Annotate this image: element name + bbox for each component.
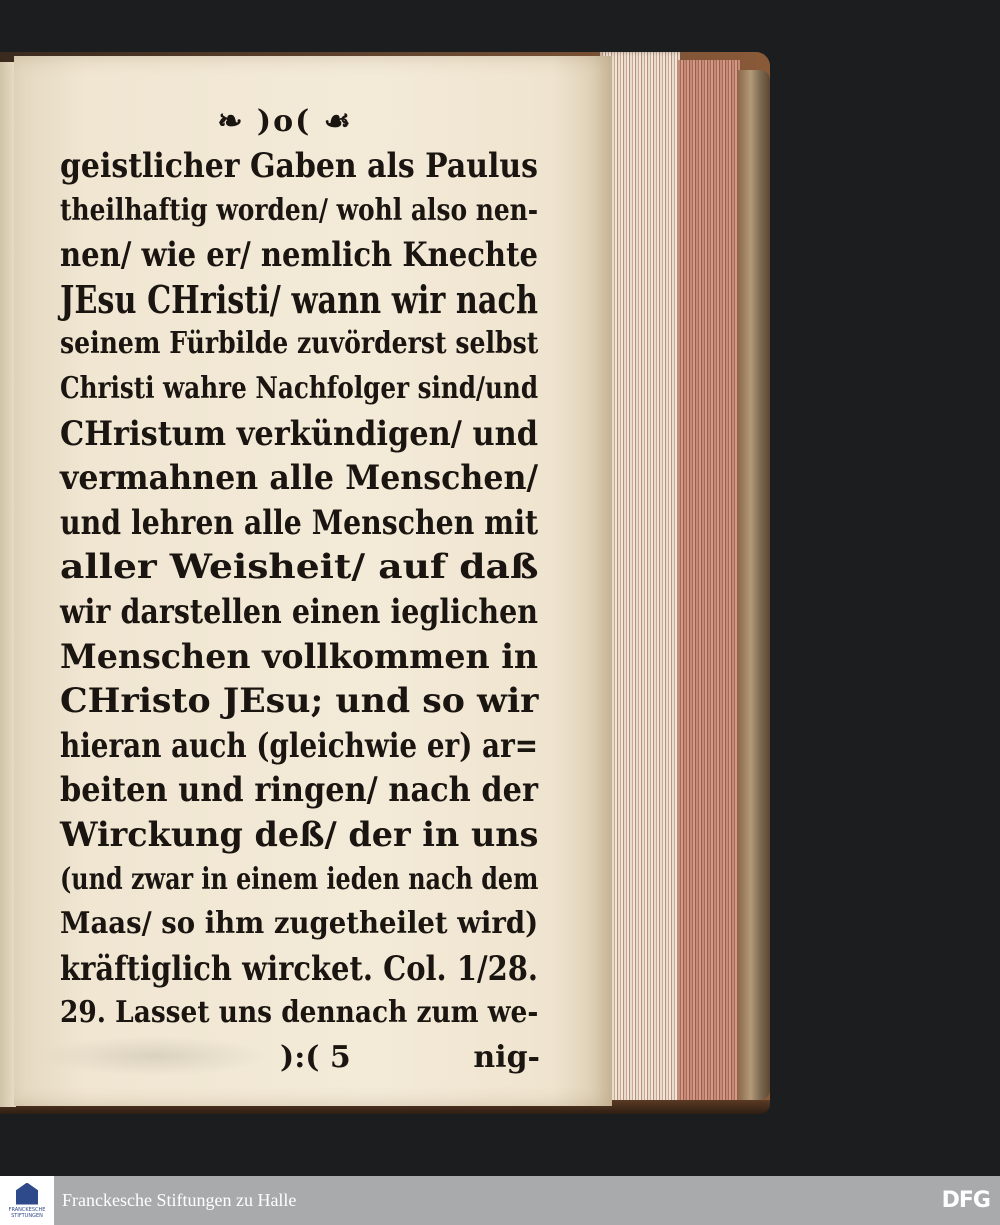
text-line: hieran auch (gleichwie er) ar= bbox=[60, 725, 539, 766]
text-line: theilhaftig worden/ wohl also nen- bbox=[60, 192, 539, 228]
text-line: geistlicher Gaben als Paulus bbox=[60, 146, 538, 186]
text-line: Wirckung deß/ der in uns bbox=[60, 814, 539, 855]
text-line: aller Weisheit/ auf daß bbox=[60, 547, 539, 588]
text-line: nen/ wie er/ nemlich Knechte bbox=[60, 235, 538, 276]
text-line: und lehren alle Menschen mit bbox=[60, 502, 539, 543]
text-line: vermahnen alle Menschen/ bbox=[60, 458, 538, 499]
dfg-logo[interactable]: DFG bbox=[941, 1188, 990, 1213]
text-line: 29. Lasset uns dennach zum we- bbox=[60, 995, 539, 1031]
text-line: CHristum verkündigen/ und bbox=[60, 413, 538, 454]
text-line: Christi wahre Nachfolger sind/und bbox=[60, 370, 539, 406]
page-ornament-header: ❧ )o( ☙ bbox=[217, 104, 353, 139]
signature-mark: ):( 5 bbox=[280, 1039, 351, 1075]
page-text bbox=[60, 100, 540, 1080]
institution-name[interactable]: Franckesche Stiftungen zu Halle bbox=[62, 1190, 297, 1210]
logo-text: FRANCKESCHE STIFTUNGEN bbox=[8, 1206, 46, 1219]
text-line: wir darstellen einen ieglichen bbox=[60, 591, 538, 632]
text-line: Menschen vollkommen in bbox=[60, 636, 539, 677]
text-line: CHristo JEsu; und so wir bbox=[60, 681, 539, 722]
building-icon bbox=[16, 1183, 38, 1205]
page-edges bbox=[600, 52, 680, 1112]
text-line: kräftiglich wircket. Col. 1/28. bbox=[60, 948, 538, 989]
text-line: (und zwar in einem ieden nach dem bbox=[60, 861, 539, 897]
institution-logo[interactable] bbox=[0, 1176, 54, 1225]
text-line: seinem Fürbilde zuvörderst selbst bbox=[60, 326, 539, 362]
book-fore-edge bbox=[738, 70, 770, 1100]
text-line: beiten und ringen/ nach der bbox=[60, 770, 538, 811]
red-page-edges bbox=[678, 60, 740, 1100]
footer-bar bbox=[0, 1176, 1000, 1225]
text-line: JEsu CHristi/ wann wir nach bbox=[60, 276, 538, 322]
catchword: nig- bbox=[473, 1039, 540, 1075]
page-foot bbox=[60, 1036, 540, 1080]
text-line: Maas/ so ihm zugetheilet wird) bbox=[60, 906, 539, 942]
